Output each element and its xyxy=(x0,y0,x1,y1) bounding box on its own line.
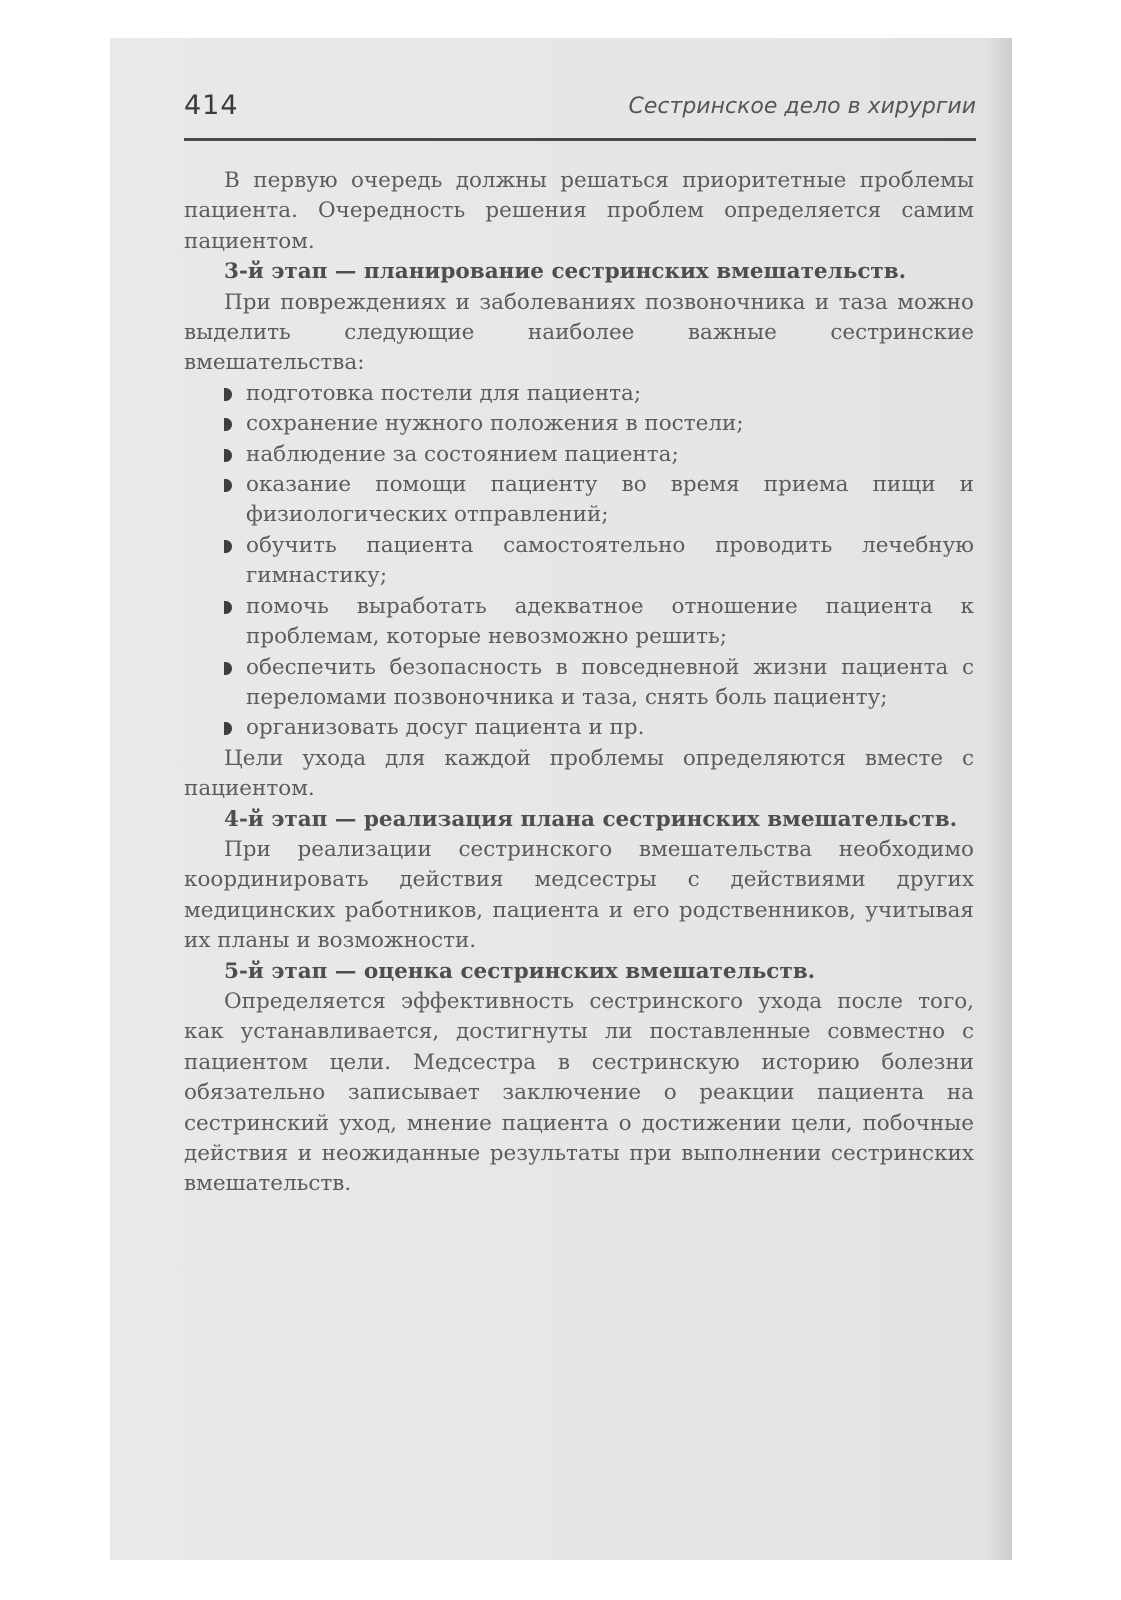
list-item xyxy=(224,713,974,743)
half-circle-bullet-icon xyxy=(224,662,232,675)
half-circle-bullet-icon xyxy=(224,418,232,431)
paragraph-goals: Цели ухода для каждой проблемы определяются вместе с пациентом. xyxy=(184,745,974,802)
list-item xyxy=(224,470,974,531)
list-item xyxy=(224,653,974,714)
half-circle-bullet-icon xyxy=(224,722,232,735)
paragraph-implementation: При реализации сестринского вмешательства необходимо координировать действия медсестры с действиями других медицинских работников, пациента и его родственников, учитывая их планы и возможности. xyxy=(184,836,974,954)
scanned-book-page xyxy=(110,38,1012,1560)
half-circle-bullet-icon xyxy=(224,601,232,614)
page-number: 414 xyxy=(184,90,239,121)
half-circle-bullet-icon xyxy=(224,449,232,462)
stage-5-heading: 5-й этап — оценка сестринских вмешательств. xyxy=(224,958,816,984)
list-item-text: сохранение нужного положения в постели; xyxy=(246,411,744,437)
half-circle-bullet-icon xyxy=(224,479,232,492)
paragraph-evaluation: Определяется эффективность сестринского ухода после того, как устанавливается, достигнуты ли поставленные совместно с пациентом цели. Медсестра в сестринскую историю болезни обязательно записывает заключение о реакции пациента на сестринский уход, мнение пациента о достижении цели, побочные действия и неожиданные результаты при выполнении сестринских вмешательств. xyxy=(184,988,974,1197)
list-item xyxy=(224,592,974,653)
list-item-text: обеспечить безопасность в повседневной жизни пациента с переломами позвоночника и таза, снять боль пациенту; xyxy=(246,654,974,710)
list-item-text: организовать досуг пациента и пр. xyxy=(246,715,645,741)
list-item-text: подготовка постели для пациента; xyxy=(246,380,642,406)
list-item xyxy=(224,379,974,409)
paragraph-interventions-intro: При повреждениях и заболеваниях позвоночника и таза можно выделить следующие наиболее важные сестринские вмешательства: xyxy=(184,289,974,376)
stage-3-heading: 3-й этап — планирование сестринских вмешательств. xyxy=(224,259,907,285)
list-item-text: обучить пациента самостоятельно проводить лечебную гимнастику; xyxy=(246,532,974,589)
half-circle-bullet-icon xyxy=(224,540,232,553)
page-body xyxy=(184,166,974,1200)
list-item-text: оказание помощи пациенту во время приема пищи и физиологических отправлений; xyxy=(246,472,974,528)
list-item xyxy=(224,440,974,470)
interventions-list xyxy=(184,379,974,744)
paragraph-priority: В первую очередь должны решаться приоритетные проблемы пациента. Очередность решения проблем определяется самим пациентом. xyxy=(184,168,974,254)
list-item xyxy=(224,409,974,439)
list-item xyxy=(224,531,974,592)
running-header xyxy=(184,86,976,141)
list-item-text: помочь выработать адекватное отношение пациента к проблемам, которые невозможно решить; xyxy=(246,593,974,650)
half-circle-bullet-icon xyxy=(224,388,232,401)
list-item-text: наблюдение за состоянием пациента; xyxy=(246,441,679,467)
stage-4-heading: 4-й этап — реализация плана сестринских вмешательств. xyxy=(224,806,958,832)
running-title: Сестринское дело в хирургии xyxy=(628,94,976,119)
